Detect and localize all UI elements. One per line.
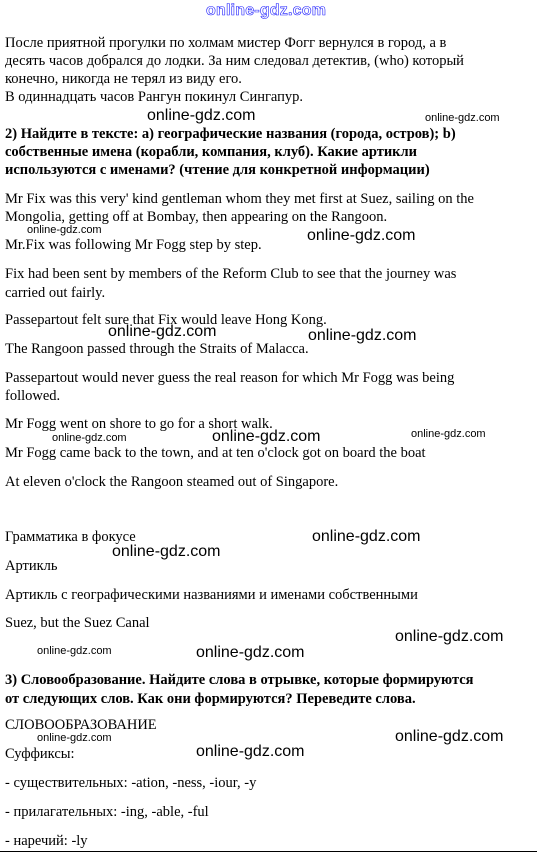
header-watermark: online-gdz.com	[206, 2, 327, 19]
watermark: online-gdz.com	[147, 107, 256, 124]
sentence: At eleven o'clock the Rangoon steamed out of Singapore.	[5, 474, 339, 490]
text-line: десять часов добрался до лодки. За ним следовал детектив, (who) который	[5, 53, 464, 69]
grammar-text: Артикль с географическими названиями и именами собственными	[5, 587, 418, 603]
sentence: The Rangoon passed through the Straits of Malacca.	[5, 341, 309, 357]
watermark: online-gdz.com	[196, 743, 305, 760]
task-heading: 3) Словообразование. Найдите слова в отрывке, которые формируются	[5, 672, 474, 688]
sentence: followed.	[5, 388, 61, 404]
sentence: Fix had been sent by members of the Reform Club to see that the journey was	[5, 266, 457, 282]
watermark: online-gdz.com	[312, 528, 421, 545]
watermark: online-gdz.com	[196, 644, 305, 661]
sentence: Mongolia, getting off at Bombay, then appearing on the Rangoon.	[5, 209, 388, 225]
watermark: online-gdz.com	[37, 645, 112, 657]
task-heading: 2) Найдите в тексте: а) географические названия (города, остров); b)	[5, 126, 456, 142]
sentence: Mr Fogg came back to the town, and at ten o'clock got on board the boat	[5, 445, 426, 461]
list-item: - наречий: -ly	[5, 833, 88, 849]
sentence: Passepartout would never guess the real reason for which Mr Fogg was being	[5, 370, 455, 386]
grammar-example: Suez, but the Suez Canal	[5, 615, 150, 631]
watermark: online-gdz.com	[212, 428, 321, 445]
watermark: online-gdz.com	[395, 728, 504, 745]
watermark: online-gdz.com	[395, 628, 504, 645]
sentence: Mr Fix was this very' kind gentleman whom they met first at Suez, sailing on the	[5, 191, 474, 207]
sentence: Mr Fogg went on shore to go for a short walk.	[5, 416, 273, 432]
list-item: - существительных: -ation, -ness, -iour, -y	[5, 775, 257, 791]
watermark: online-gdz.com	[27, 224, 102, 236]
sentence: Mr.Fix was following Mr Fogg step by step.	[5, 237, 262, 253]
list-item: - прилагательных: -ing, -able, -ful	[5, 804, 209, 820]
task-heading: собственные имена (корабли, компания, клуб). Какие артикли	[5, 144, 418, 160]
grammar-heading: Грамматика в фокусе	[5, 529, 136, 545]
section-heading: СЛОВООБРАЗОВАНИЕ	[5, 717, 157, 733]
watermark: online-gdz.com	[308, 327, 417, 344]
task-heading: используются с именами? (чтение для конкретной информации)	[5, 162, 430, 178]
watermark: online-gdz.com	[307, 227, 416, 244]
sentence: carried out fairly.	[5, 285, 106, 301]
watermark: online-gdz.com	[52, 432, 127, 444]
watermark: online-gdz.com	[108, 323, 217, 340]
section-subheading: Суффиксы:	[5, 746, 75, 762]
watermark: online-gdz.com	[425, 112, 500, 124]
text-line: После приятной прогулки по холмам мистер Фогг вернулся в город, а в	[5, 35, 447, 51]
grammar-subheading: Артикль	[5, 558, 58, 574]
sentence: Passepartout felt sure that Fix would leave Hong Kong.	[5, 312, 327, 328]
text-line: В одиннадцать часов Рангун покинул Сингапур.	[5, 89, 304, 105]
task-heading: от следующих слов. Как они формируются? Переведите слова.	[5, 691, 416, 707]
watermark: online-gdz.com	[411, 428, 486, 440]
watermark: online-gdz.com	[37, 732, 112, 744]
text-line: конечно, никогда не терял из виду его.	[5, 71, 242, 87]
watermark: online-gdz.com	[112, 543, 221, 560]
